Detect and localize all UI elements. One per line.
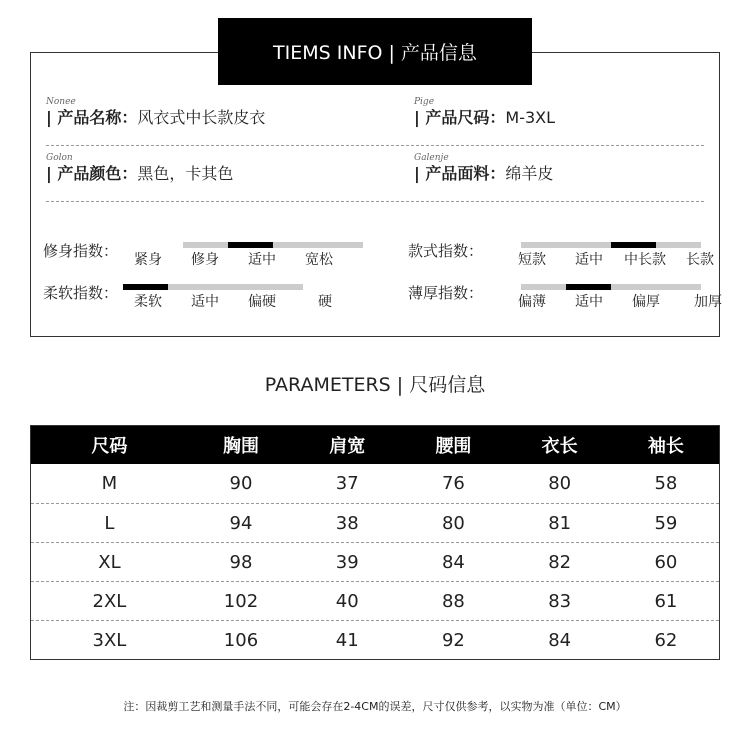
- table-row: [31, 464, 719, 503]
- header-cell: 衣长: [541, 436, 578, 457]
- field-size: [414, 97, 555, 129]
- table-cell: 3XL: [92, 629, 127, 651]
- field-value: M-3XL: [505, 108, 556, 127]
- scale-option: 中长款: [624, 252, 666, 268]
- scale-segment: [566, 284, 611, 290]
- scale-option: 适中: [248, 252, 276, 268]
- table-row: [31, 620, 719, 659]
- field-value: 绵羊皮: [505, 164, 554, 183]
- table-cell: 58: [654, 473, 678, 494]
- header-cell: 腰围: [435, 436, 472, 457]
- table-cell: 61: [654, 590, 678, 612]
- table-cell: 76: [441, 473, 465, 494]
- table-row: [31, 581, 719, 620]
- field-label: | 产品面料：: [414, 164, 506, 183]
- table-cell: 41: [335, 629, 359, 651]
- table-cell: M: [101, 473, 118, 494]
- table-cell: 62: [654, 629, 678, 651]
- table-header-row: [31, 426, 719, 464]
- scale-label: 柔软指数：: [43, 284, 119, 302]
- header-cell: 肩宽: [329, 436, 366, 457]
- scale-segment: [521, 284, 566, 290]
- scale-option: 适中: [575, 252, 603, 268]
- footnote: 注：因裁剪工艺和测量手法不同，可能会存在2-4CM的误差，尺寸仅供参考，以实物为准（单位：CM）: [123, 700, 627, 713]
- table-cell: 39: [335, 551, 359, 573]
- scale-segment: [611, 284, 656, 290]
- table-cell: 81: [548, 512, 572, 534]
- scale-label: 薄厚指数：: [408, 284, 484, 302]
- scale-segment: [656, 242, 701, 248]
- table-cell: 84: [441, 551, 465, 573]
- scale-segment: [656, 284, 701, 290]
- scale-option: 适中: [575, 294, 603, 310]
- scale-option: 长款: [686, 252, 714, 268]
- field-fabric: [414, 153, 553, 185]
- field-label: | 产品名称：: [46, 108, 138, 127]
- size-table: [30, 425, 720, 660]
- scale-segment: [611, 242, 656, 248]
- table-cell: 59: [654, 512, 678, 534]
- table-cell: 94: [229, 512, 253, 534]
- table-cell: 60: [654, 551, 678, 573]
- table-cell: 102: [223, 590, 259, 612]
- scale-segment: [213, 284, 258, 290]
- scale-label: 款式指数：: [408, 242, 484, 260]
- scale-option: 偏硬: [248, 294, 276, 310]
- scale-option: 紧身: [134, 252, 162, 268]
- field-value: 黑色，卡其色: [137, 164, 234, 183]
- scale-option: 短款: [518, 252, 546, 268]
- field-color: [46, 153, 233, 185]
- table-cell: 80: [548, 473, 572, 494]
- product-info-frame: [30, 52, 720, 337]
- table-cell: 40: [335, 590, 359, 612]
- scale-option: 加厚: [694, 294, 722, 310]
- field-script: Golon: [46, 153, 73, 163]
- table-cell: 83: [548, 590, 572, 612]
- scale-segment: [183, 242, 228, 248]
- table-cell: 88: [441, 590, 465, 612]
- scale-segment: [566, 242, 611, 248]
- field-script: Pige: [414, 97, 435, 107]
- field-name: [46, 97, 265, 129]
- table-cell: L: [104, 512, 115, 534]
- table-cell: 82: [548, 551, 572, 573]
- table-cell: 106: [223, 629, 259, 651]
- scale-option: 柔软: [134, 294, 162, 310]
- scale-option: 宽松: [305, 252, 333, 268]
- header-cell: 胸围: [222, 436, 259, 457]
- scale-segment: [521, 242, 566, 248]
- scale-option: 修身: [191, 252, 219, 268]
- table-row: [31, 542, 719, 581]
- scale-segment: [168, 284, 213, 290]
- info-title-tab: TIEMS INFO | 产品信息: [218, 18, 532, 85]
- table-cell: XL: [98, 551, 121, 573]
- table-cell: 84: [548, 629, 572, 651]
- scale-option: 偏厚: [632, 294, 660, 310]
- divider: [46, 145, 704, 146]
- field-label: | 产品颜色：: [46, 164, 138, 183]
- table-cell: 90: [229, 473, 253, 494]
- field-label: | 产品尺码：: [414, 108, 506, 127]
- table-cell: 80: [441, 512, 465, 534]
- scale-option: 偏薄: [518, 294, 546, 310]
- scale-label: 修身指数：: [43, 242, 119, 260]
- table-cell: 37: [335, 473, 359, 494]
- parameters-title: PARAMETERS | 尺码信息: [264, 374, 486, 396]
- scale-option: 适中: [191, 294, 219, 310]
- table-cell: 38: [335, 512, 359, 534]
- scale-segment: [258, 284, 303, 290]
- divider: [46, 201, 704, 202]
- header-cell: 袖长: [647, 436, 684, 457]
- scale-segment: [123, 284, 168, 290]
- scale-segment: [273, 242, 318, 248]
- field-script: Nonee: [46, 97, 76, 107]
- scale-segment: [228, 242, 273, 248]
- table-cell: 98: [229, 551, 253, 573]
- scale-segment: [318, 242, 363, 248]
- field-value: 风衣式中长款皮衣: [137, 108, 266, 127]
- field-script: Galenje: [414, 153, 449, 163]
- table-row: [31, 503, 719, 542]
- table-cell: 92: [441, 629, 465, 651]
- table-cell: 2XL: [92, 590, 127, 612]
- scale-option: 硬: [318, 294, 332, 310]
- header-cell: 尺码: [91, 436, 128, 457]
